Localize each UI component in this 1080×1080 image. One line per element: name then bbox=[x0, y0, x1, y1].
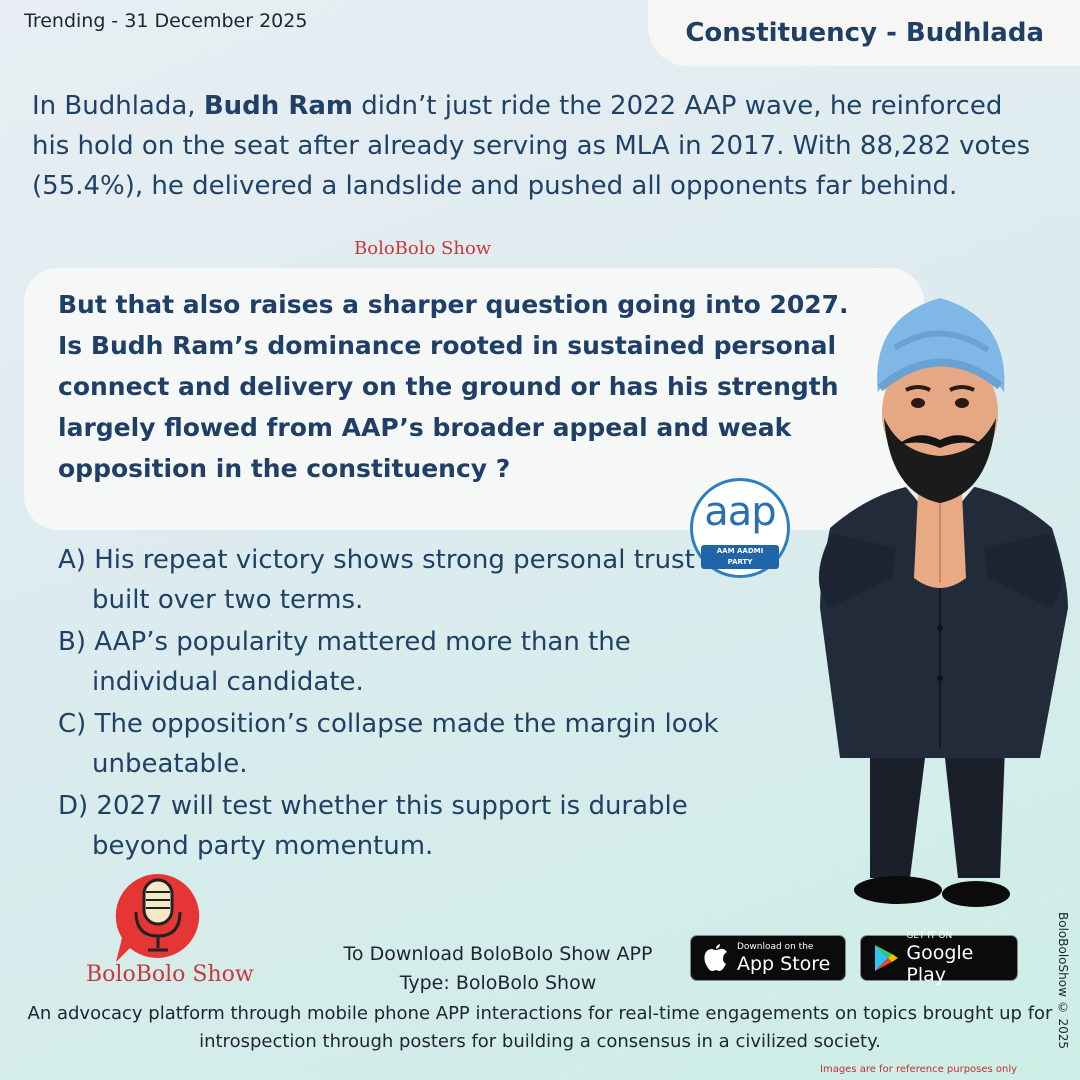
intro-name: Budh Ram bbox=[203, 91, 354, 121]
google-play-icon bbox=[869, 944, 902, 972]
intro-before: In Budhlada, bbox=[32, 91, 204, 121]
appstore-small-label: Download on the bbox=[737, 941, 814, 952]
aap-line2: PARTY bbox=[727, 558, 753, 566]
app-store-button[interactable] bbox=[690, 935, 846, 981]
apple-icon bbox=[699, 944, 733, 972]
option-b[interactable]: B) AAP’s popularity mattered more than the individual candidate. bbox=[58, 627, 631, 697]
download-info bbox=[318, 940, 678, 998]
download-line-1: To Download BoloBolo Show APP bbox=[343, 943, 653, 965]
google-play-button[interactable] bbox=[860, 930, 1018, 986]
copyright-text: BoloBoloShow © 2025 bbox=[1056, 912, 1070, 1050]
appstore-big-label: App Store bbox=[737, 952, 831, 975]
option-c[interactable]: C) The opposition’s collapse made the margin look unbeatable. bbox=[58, 709, 719, 779]
watermark-top: BoloBolo Show bbox=[354, 238, 492, 259]
option-d[interactable]: D) 2027 will test whether this support is durable beyond party momentum. bbox=[58, 791, 688, 861]
intro-after: didn’t just ride the 2022 AAP wave, he reinforced his hold on the seat after already serving as MLA in 2017. With 88,282 votes (55.4%), he delivered a landslide and pushed all opponents far behind. bbox=[32, 91, 1031, 201]
googleplay-small-label: GET IT ON bbox=[906, 930, 953, 941]
googleplay-big-label: Google Play bbox=[906, 941, 974, 986]
disclaimer-text: Images are for reference purposes only bbox=[820, 1064, 1018, 1075]
candidate-illustration bbox=[800, 278, 1080, 918]
intro-paragraph bbox=[32, 86, 1042, 206]
aap-party-logo bbox=[690, 478, 790, 578]
download-line-2: Type: BoloBolo Show bbox=[399, 972, 597, 994]
options-list bbox=[58, 540, 738, 868]
option-a[interactable]: A) His repeat victory shows strong personal trust built over two terms. bbox=[58, 545, 695, 615]
aap-line1: AAM AADMI bbox=[716, 547, 764, 555]
aap-mark: aap bbox=[704, 489, 776, 535]
advocacy-statement: An advocacy platform through mobile phone APP interactions for real-time engagements on topics brought up for introspection through posters for building a consensus in a civilized society. bbox=[27, 1003, 1053, 1052]
trending-date: Trending - 31 December 2025 bbox=[24, 10, 308, 32]
constituency-title: Constituency - Budhlada bbox=[685, 18, 1044, 48]
constituency-tab bbox=[648, 0, 1080, 66]
microphone-icon bbox=[108, 866, 208, 966]
brand-name: BoloBolo Show bbox=[86, 962, 254, 987]
question-text: But that also raises a sharper question going into 2027. Is Budh Ram’s dominance rooted in sustained personal connect and delivery on the ground or has his strength largely flowed from AAP’s broader appeal and weak opposition in the constituency ? bbox=[58, 290, 849, 483]
aap-band bbox=[701, 545, 779, 569]
